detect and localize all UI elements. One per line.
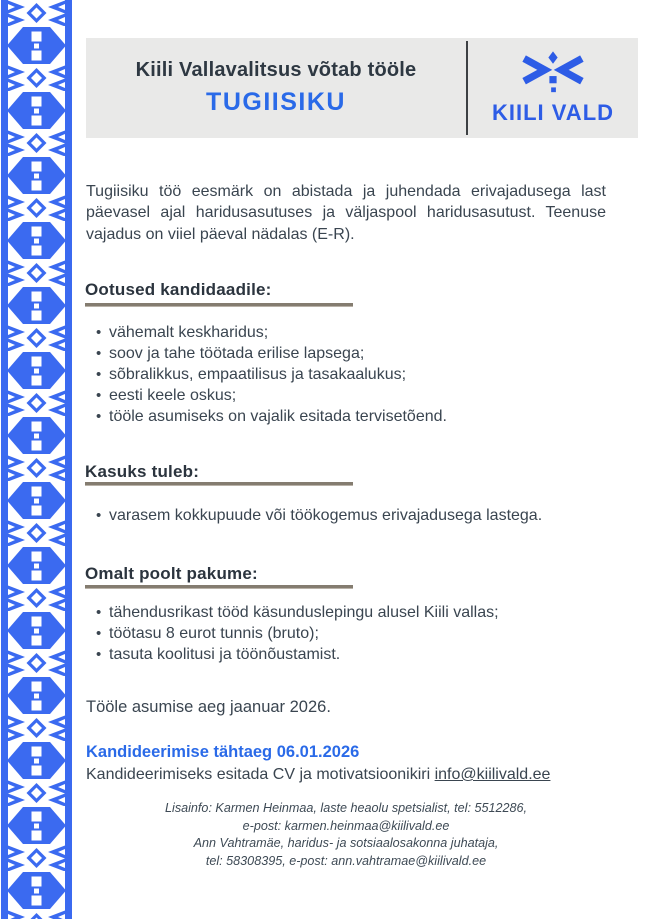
- contact-line: Ann Vahtramäe, haridus- ja sotsiaalosakonna juhataja,: [193, 836, 499, 851]
- kiili-vald-logo: [468, 38, 638, 138]
- list-item: • sõbralikkus, empaatilisus ja tasakaalukus;: [96, 364, 596, 385]
- folk-pattern-border: [0, 0, 73, 919]
- list-item: • soov ja tahe töötada erilise lapsega;: [96, 343, 596, 364]
- list-item: • tasuta koolitusi ja töönõustamist.: [96, 644, 596, 665]
- list-item: • varasem kokkupuude või töökogemus erivajadusega lastega.: [96, 505, 596, 526]
- apply-text: Kandideerimiseks esitada CV ja motivatsioonikiri: [86, 766, 435, 783]
- intro-paragraph: Tugiisiku töö eesmärk on abistada ja juhendada erivajadusega last päevasel ajal haridusasutuses ja väljaspool haridusasutust. Teenuse vajadus on viiel päeval nädalas (E-R).: [86, 183, 606, 243]
- list-item: • tähendusrikast tööd käsunduslepingu alusel Kiili vallas;: [96, 602, 596, 623]
- start-date-line: Tööle asumise aeg jaanuar 2026.: [86, 698, 331, 716]
- contact-line: Lisainfo: Karmen Heinmaa, laste heaolu spetsialist, tel: 5512286,: [165, 801, 527, 815]
- logo-text: KIILI VALD: [491, 99, 615, 125]
- section-heading-advantages: Kasuks tuleb:: [85, 462, 200, 481]
- list-item: • töötasu 8 eurot tunnis (bruto);: [96, 623, 596, 644]
- email-link[interactable]: info@kiilivald.ee: [434, 766, 551, 783]
- contact-line: e-post: karmen.heinmaa@kiilivald.ee: [242, 818, 450, 833]
- expectations-list: [96, 322, 596, 427]
- application-deadline: Kandideerimise tähtaeg 06.01.2026: [86, 743, 360, 761]
- list-item: • eesti keele oskus;: [96, 385, 596, 406]
- offer-list: [96, 602, 596, 665]
- contact-line: tel: 58308395, e-post: ann.vahtramae@kiilivald.ee: [205, 854, 487, 869]
- section-heading-offer: Omalt poolt pakume:: [85, 564, 258, 583]
- section-underline: [85, 482, 353, 486]
- section-underline: [85, 585, 353, 589]
- header-banner: [86, 38, 638, 138]
- dragonfly-icon: [520, 51, 586, 97]
- header-position-title: TUGIISIKU: [206, 88, 346, 116]
- contact-info: [86, 800, 606, 871]
- section-underline: [85, 303, 353, 307]
- advantages-list: [96, 505, 596, 526]
- list-item: • tööle asumiseks on vajalik esitada tervisetõend.: [96, 406, 596, 427]
- section-heading-expectations: Ootused kandidaadile:: [85, 280, 272, 299]
- list-item: • vähemalt keskharidus;: [96, 322, 596, 343]
- apply-instructions: [86, 766, 550, 784]
- header-text-block: [86, 38, 466, 138]
- header-title: Kiili Vallavalitsus võtab tööle: [135, 59, 417, 81]
